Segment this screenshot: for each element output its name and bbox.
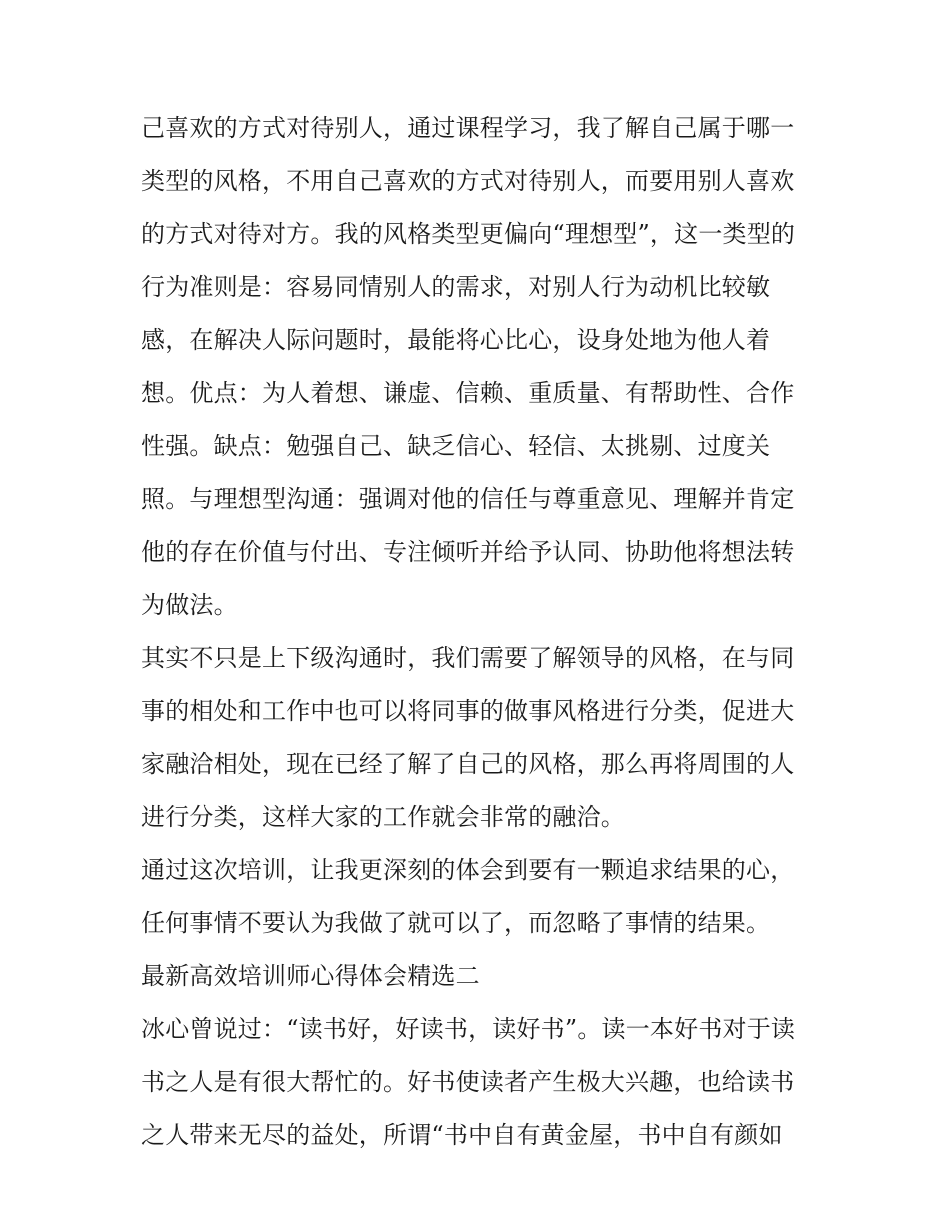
text-line: 为做法。 [141, 591, 238, 619]
text-line: 性强。缺点：勉强自己、缺乏信心、轻信、太挑剔、过度关 [141, 432, 771, 460]
text-line: 己喜欢的方式对待别人，通过课程学习，我了解自己属于哪一 [141, 114, 795, 142]
text-line: 行为准则是：容易同情别人的需求，对别人行为动机比较敏 [141, 273, 771, 301]
text-line: 感，在解决人际问题时，最能将心比心，设身处地为他人着 [141, 326, 771, 354]
text-line: 照。与理想型沟通：强调对他的信任与尊重意见、理解并肯定 [141, 485, 795, 513]
text-line: 任何事情不要认为我做了就可以了，而忽略了事情的结果。 [141, 909, 771, 937]
text-line: 想。优点：为人着想、谦虚、信赖、重质量、有帮助性、合作 [141, 379, 795, 407]
text-line: 之人带来无尽的益处，所谓“书中自有黄金屋，书中自有颜如 [141, 1121, 783, 1149]
text-line: 其实不只是上下级沟通时，我们需要了解领导的风格，在与同 [141, 644, 795, 672]
text-line: 进行分类，这样大家的工作就会非常的融洽。 [141, 803, 625, 831]
section-heading: 最新高效培训师心得体会精选二 [141, 962, 480, 990]
text-line: 冰心曾说过：“读书好，好读书，读好书”。读一本好书对于读 [141, 1015, 796, 1043]
text-line: 通过这次培训，让我更深刻的体会到要有一颗追求结果的心， [141, 856, 795, 884]
text-line: 他的存在价值与付出、专注倾听并给予认同、协助他将想法转 [141, 538, 795, 566]
text-line: 的方式对待对方。我的风格类型更偏向“理想型”，这一类型的 [141, 220, 796, 248]
text-line: 事的相处和工作中也可以将同事的做事风格进行分类，促进大 [141, 697, 795, 725]
text-line: 家融洽相处，现在已经了解了自己的风格，那么再将周围的人 [141, 750, 795, 778]
text-line: 类型的风格，不用自己喜欢的方式对待别人，而要用别人喜欢 [141, 167, 795, 195]
text-line: 书之人是有很大帮忙的。好书使读者产生极大兴趣，也给读书 [141, 1068, 795, 1096]
